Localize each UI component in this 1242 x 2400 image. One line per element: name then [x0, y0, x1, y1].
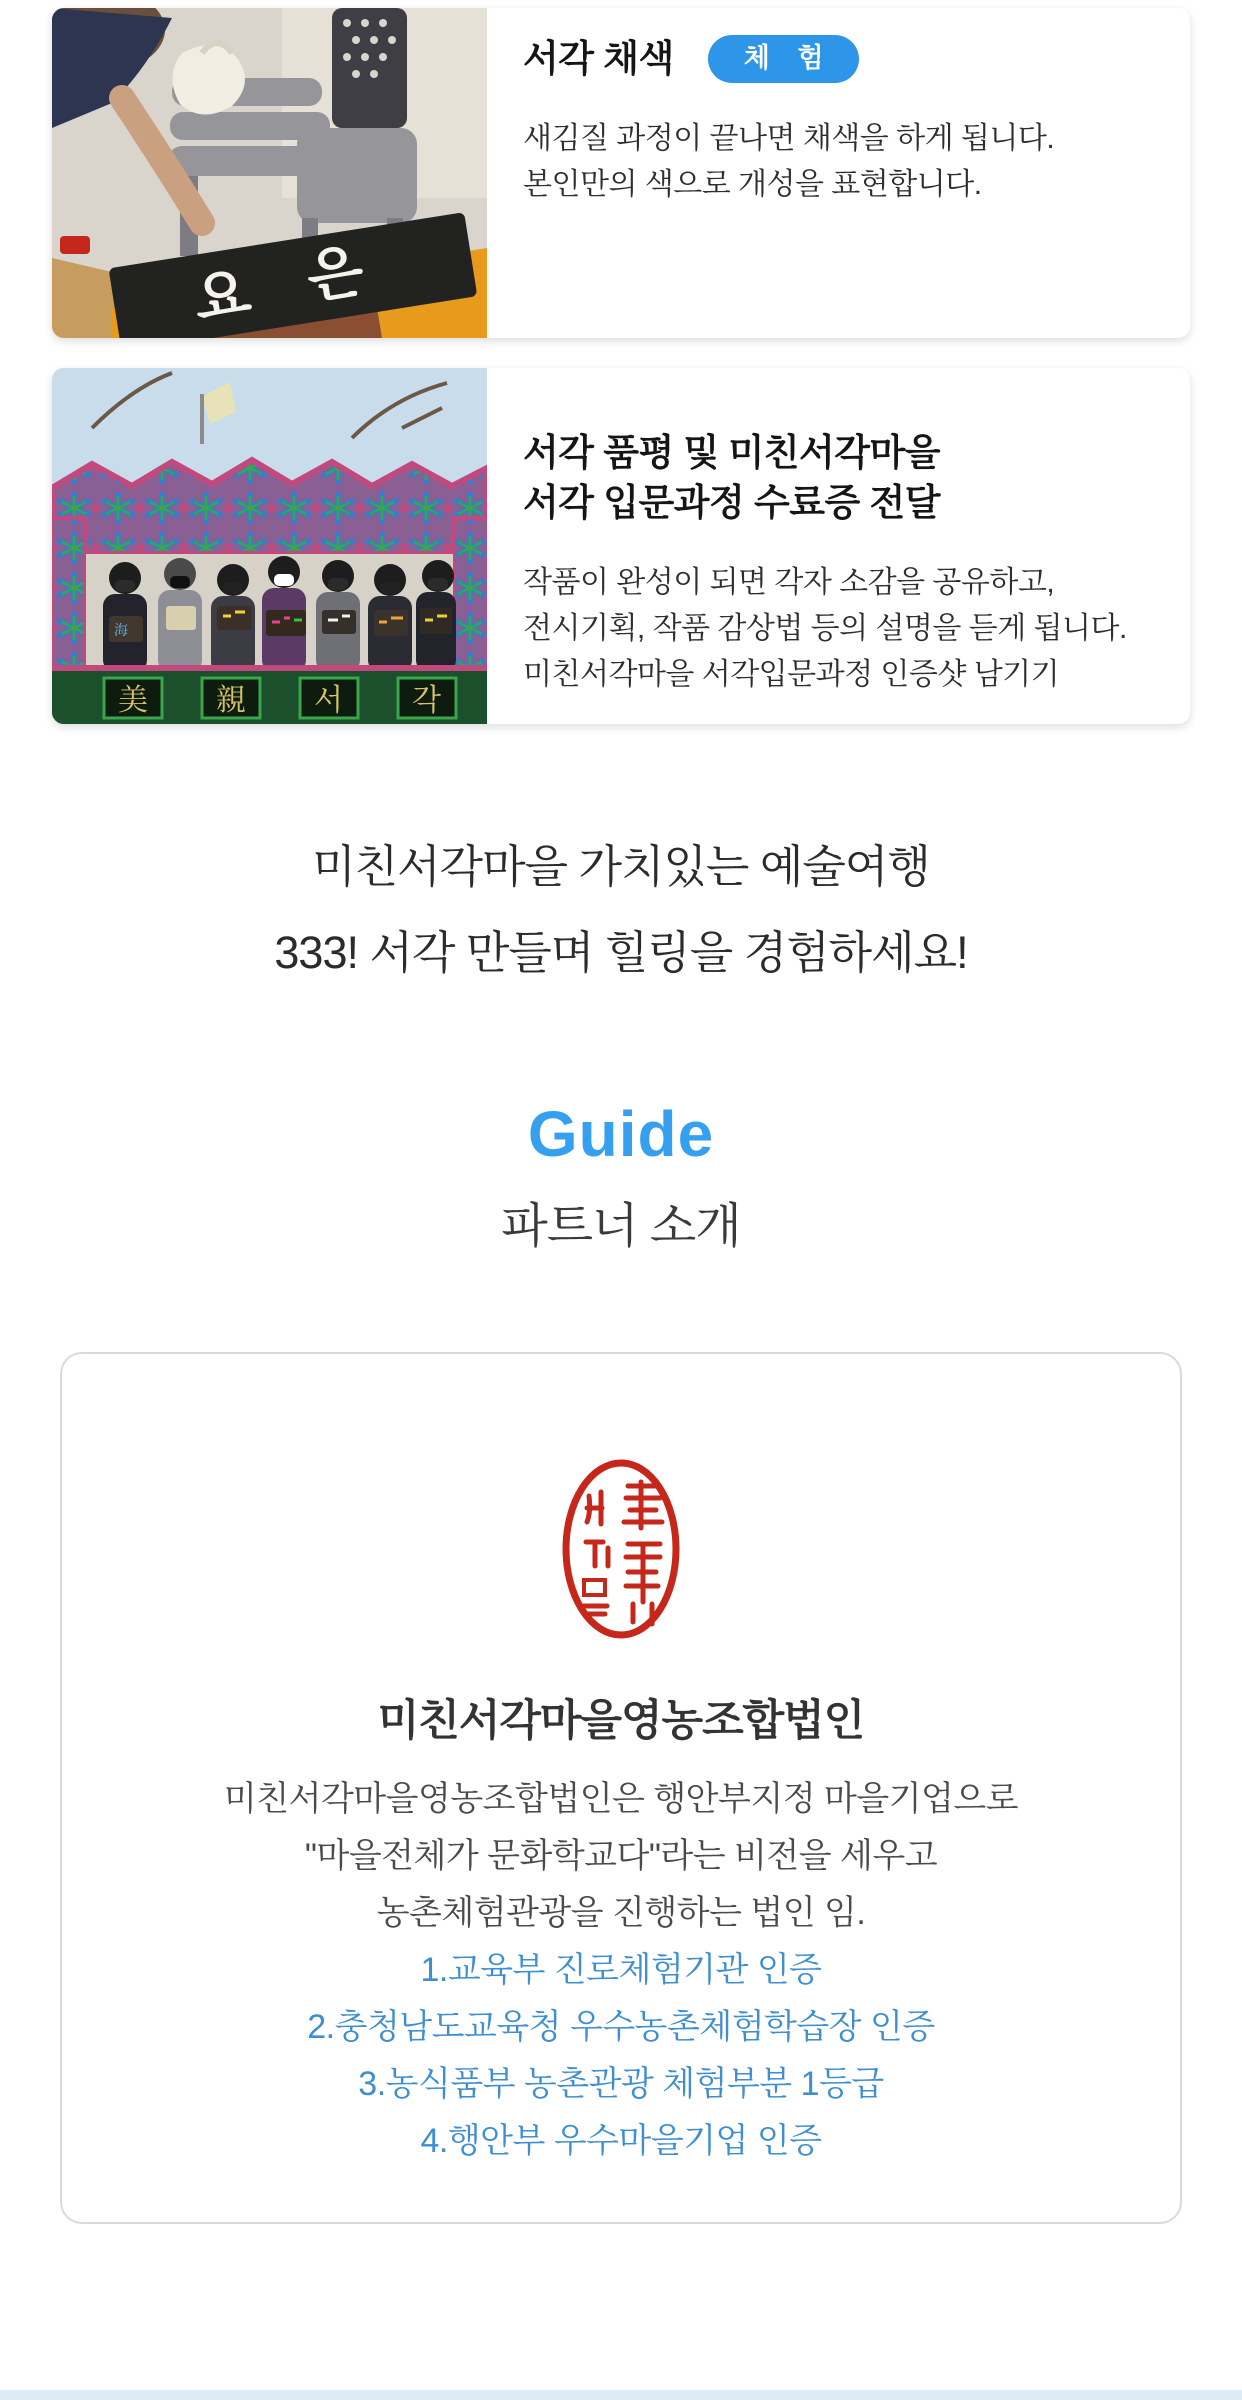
group-photo-illustration — [52, 368, 487, 724]
gate-glyph: 美 — [118, 684, 148, 717]
card-body-line: 본인만의 색으로 개성을 표현합니다. — [523, 168, 982, 201]
card-title-line: 서각 입문과정 수료증 전달 — [523, 482, 941, 523]
review-card-content — [487, 368, 1190, 724]
gate-glyph: 각 — [412, 684, 441, 717]
experience-card-coloring — [52, 8, 1190, 338]
card-body-review — [523, 560, 1166, 698]
gate-glyph: 서 — [314, 684, 343, 717]
card-body-line: 새김질 과정이 끝나면 채색을 하게 됩니다. — [523, 122, 1055, 155]
coloring-photo — [52, 8, 487, 338]
partner-description-line: 미친서각마을영농조합법인은 행안부지정 마을기업으로 — [223, 1780, 1019, 1818]
experience-badge: 체 험 — [708, 35, 860, 83]
guide-subtitle: 파트너 소개 — [501, 1200, 741, 1253]
board-letter: 요 — [189, 260, 256, 333]
board-letter: 은 — [302, 238, 369, 312]
headline — [0, 838, 1242, 982]
seal-stamp-icon — [555, 1454, 687, 1644]
svg-text:海: 海 — [114, 622, 128, 638]
partner-description-line: "마을전체가 문화학교다"라는 비전을 세우고 — [304, 1837, 938, 1875]
card-body-line: 작품이 완성이 되면 각자 소감을 공유하고, — [523, 566, 1055, 599]
certification-item: 2.충청남도교육청 우수농촌체험학습장 인증 — [307, 2008, 935, 2046]
certification-item: 1.교육부 진로체험기관 인증 — [420, 1951, 822, 1989]
certification-item: 3.농식품부 농촌관광 체험부분 1등급 — [358, 2065, 884, 2103]
gate-glyph: 親 — [216, 684, 246, 717]
card-title-coloring: 서각 채색 — [523, 38, 674, 79]
partner-description — [62, 1771, 1180, 1942]
group-photo — [52, 368, 487, 724]
card-title-review — [523, 428, 1166, 528]
card-title-line: 서각 품평 및 미친서각마을 — [523, 432, 941, 473]
coloring-card-content — [487, 8, 1190, 338]
coloring-photo-illustration — [52, 8, 487, 338]
guide-section-heading — [0, 1098, 1242, 1256]
certification-item: 4.행안부 우수마을기업 인증 — [420, 2122, 822, 2160]
partner-certifications — [62, 1942, 1180, 2170]
headline-line-1: 미친서각마을 가치있는 예술여행 — [312, 841, 930, 892]
next-section-edge — [0, 2390, 1242, 2400]
card-body-line: 전시기획, 작품 감상법 등의 설명을 듣게 됩니다. — [523, 612, 1127, 645]
headline-line-2: 333! 서각 만들며 힐링을 경험하세요! — [274, 927, 968, 978]
partner-name: 미친서각마을영농조합법인 — [377, 1697, 865, 1745]
card-body-coloring — [523, 116, 1166, 208]
card-body-line: 미친서각마을 서각입문과정 인증샷 남기기 — [523, 658, 1060, 691]
experience-card-review — [52, 368, 1190, 724]
partner-card — [60, 1352, 1182, 2224]
partner-description-line: 농촌체험관광을 진행하는 법인 임. — [376, 1894, 866, 1932]
guide-title: Guide — [527, 1098, 715, 1170]
